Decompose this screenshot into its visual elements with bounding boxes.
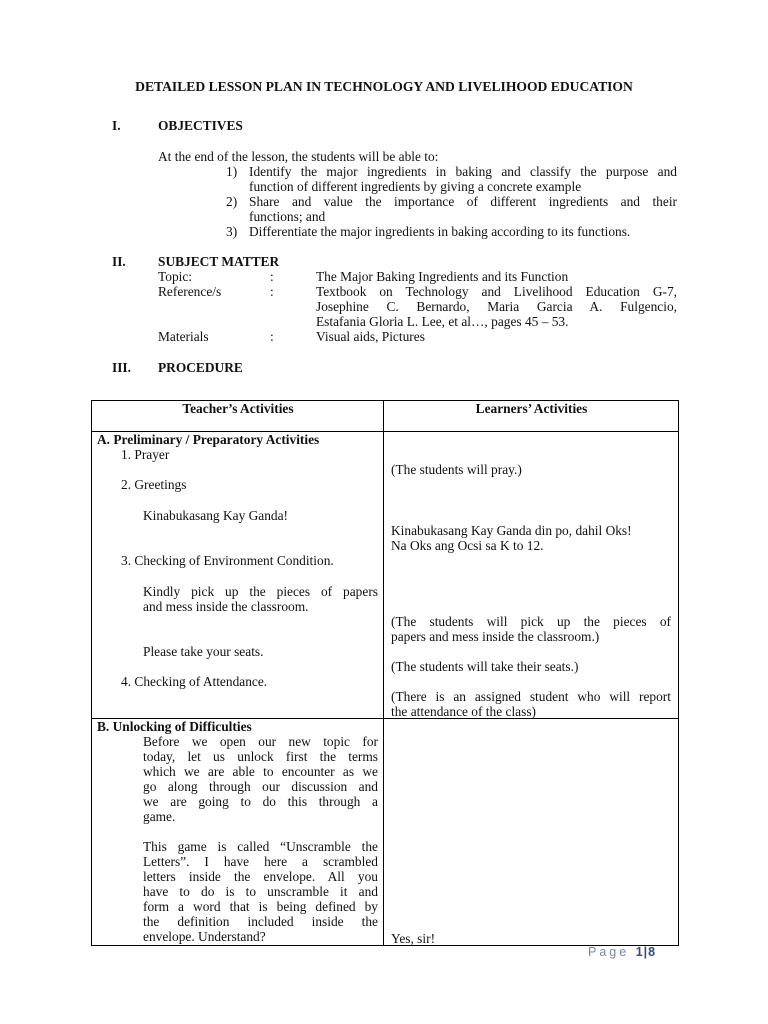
subject-value: Josephine C. Bernardo, Maria Garcia A. Fulgencio, bbox=[316, 299, 677, 314]
unlocking-paragraph-line: game. bbox=[143, 809, 176, 824]
seats-response: (The students will take their seats.) bbox=[391, 659, 579, 674]
unlocking-paragraph-line: which we are able to encounter as we bbox=[143, 764, 378, 779]
table-row bbox=[92, 719, 679, 946]
section-heading-objectives: OBJECTIVES bbox=[158, 118, 243, 133]
game-paragraph-line: letters inside the envelope. All you bbox=[143, 869, 378, 884]
section-number: I. bbox=[112, 118, 121, 133]
table-header-row bbox=[92, 401, 679, 432]
section-heading-subject-matter: SUBJECT MATTER bbox=[158, 254, 280, 269]
unlocking-paragraph-line: we are going to do this through a bbox=[143, 794, 378, 809]
understand-response: Yes, sir! bbox=[391, 931, 436, 946]
subject-value: Textbook on Technology and Livelihood Education G-7, bbox=[316, 284, 677, 299]
objective-line: function of different ingredients by giving a concrete example bbox=[249, 179, 582, 194]
subject-label: Materials bbox=[158, 329, 209, 344]
greeting-response: Kinabukasang Kay Ganda din po, dahil Oks! bbox=[391, 523, 632, 538]
section-heading-procedure: PROCEDURE bbox=[158, 360, 243, 375]
subject-label: Topic: bbox=[158, 269, 193, 284]
procedure-table bbox=[91, 400, 679, 946]
game-paragraph-line: This game is called “Unscramble the bbox=[143, 839, 378, 854]
subject-colon: : bbox=[270, 329, 274, 344]
seats-instruction: Please take your seats. bbox=[143, 644, 264, 659]
objective-line: Identify the major ingredients in baking and classify the purpose and bbox=[249, 164, 677, 179]
learner-cell bbox=[384, 719, 679, 946]
section-a-heading: A. Preliminary / Preparatory Activities bbox=[97, 432, 320, 447]
environment-step: 3. Checking of Environment Condition. bbox=[121, 553, 334, 568]
game-paragraph-line: form a word that is being defined by bbox=[143, 899, 378, 914]
environment-response: (The students will pick up the pieces of bbox=[391, 614, 671, 629]
prayer-response: (The students will pray.) bbox=[391, 462, 522, 477]
teacher-cell bbox=[92, 719, 384, 946]
table-header-cell bbox=[384, 401, 679, 432]
page-label: Page bbox=[588, 945, 630, 959]
table-row bbox=[92, 432, 679, 719]
greetings-step: 2. Greetings bbox=[121, 477, 187, 492]
prayer-step: 1. Prayer bbox=[121, 447, 170, 462]
objective-line: functions; and bbox=[249, 209, 326, 224]
page-number bbox=[588, 945, 656, 959]
section-number: III. bbox=[112, 360, 131, 375]
section-number: II. bbox=[112, 254, 126, 269]
game-paragraph-line: envelope. Understand? bbox=[143, 929, 266, 944]
section-b-heading: B. Unlocking of Difficulties bbox=[97, 719, 252, 734]
subject-colon: : bbox=[270, 284, 274, 299]
subject-value: The Major Baking Ingredients and its Function bbox=[316, 269, 569, 284]
page-separator: | bbox=[643, 945, 649, 959]
unlocking-paragraph-line: today, let us unlock first the terms bbox=[143, 749, 378, 764]
subject-label: Reference/s bbox=[158, 284, 222, 299]
attendance-response: (There is an assigned student who will report bbox=[391, 689, 671, 704]
environment-instruction: and mess inside the classroom. bbox=[143, 599, 309, 614]
greeting-line: Kinabukasang Kay Ganda! bbox=[143, 508, 289, 523]
learners-activities-header: Learners’ Activities bbox=[475, 401, 588, 416]
page-current: 1 bbox=[635, 945, 644, 959]
attendance-response: the attendance of the class) bbox=[391, 704, 536, 719]
subject-colon: : bbox=[270, 269, 274, 284]
unlocking-paragraph-line: go along through our discussion and bbox=[143, 779, 378, 794]
subject-value: Visual aids, Pictures bbox=[316, 329, 425, 344]
objective-number: 1) bbox=[226, 164, 238, 179]
teacher-cell bbox=[92, 432, 384, 719]
attendance-step: 4. Checking of Attendance. bbox=[121, 674, 268, 689]
table-header-cell bbox=[92, 401, 384, 432]
game-paragraph-line: Letters”. I have here a scrambled bbox=[143, 854, 378, 869]
environment-response: papers and mess inside the classroom.) bbox=[391, 629, 600, 644]
game-paragraph-line: have to do is to unscramble it and bbox=[143, 884, 378, 899]
game-paragraph-line: the definition included inside the bbox=[143, 914, 378, 929]
teacher-activities-header: Teacher’s Activities bbox=[182, 401, 294, 416]
subject-value: Estafania Gloria L. Lee, et al…, pages 45 – 53. bbox=[316, 314, 569, 329]
learner-cell bbox=[384, 432, 679, 719]
objective-line: Share and value the importance of different ingredients and their bbox=[249, 194, 677, 209]
unlocking-paragraph-line: Before we open our new topic for bbox=[143, 734, 378, 749]
environment-instruction: Kindly pick up the pieces of papers bbox=[143, 584, 378, 599]
objective-number: 2) bbox=[226, 194, 238, 209]
page-total: 8 bbox=[648, 945, 657, 959]
objective-number: 3) bbox=[226, 224, 238, 239]
document-title: DETAILED LESSON PLAN IN TECHNOLOGY AND LIVELIHOOD EDUCATION bbox=[135, 79, 633, 94]
greeting-response: Na Oks ang Ocsi sa K to 12. bbox=[391, 538, 544, 553]
objectives-intro: At the end of the lesson, the students will be able to: bbox=[158, 149, 439, 164]
objective-line: Differentiate the major ingredients in baking according to its functions. bbox=[249, 224, 631, 239]
